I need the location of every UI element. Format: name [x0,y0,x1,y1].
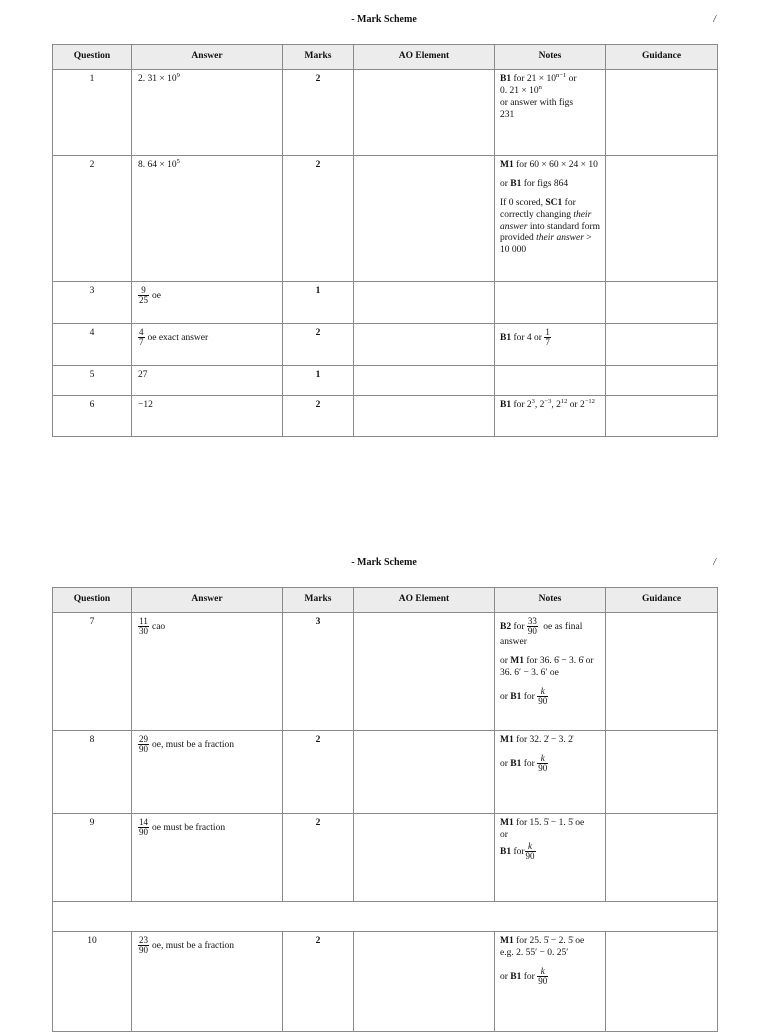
notes-text: for [521,759,538,769]
notes-cell [495,932,606,1032]
fraction-numerator: 11 [139,616,148,626]
fraction-numerator: 29 [139,734,148,744]
table-header-row [53,45,718,70]
ao-element-cell [354,156,495,282]
notes-exponent: n−1 [556,71,567,79]
marks-cell: 1 [283,366,354,396]
fraction-numerator: k [537,754,548,764]
notes-fraction [544,328,551,348]
notes-exponent: 3 [531,397,535,405]
separator-cell [53,902,718,932]
page-title: - Mark Scheme [351,14,417,25]
answer-text: oe, must be a fraction [152,740,235,751]
table-row [53,70,718,156]
marks-cell: 3 [283,613,354,731]
answer-cell [132,932,283,1032]
notes-mark-code: M1 [500,818,514,828]
column-header-notes: Notes [495,45,606,70]
fraction-numerator: 14 [139,817,148,827]
marks-cell: 2 [283,814,354,902]
answer-exponent: 5 [176,157,180,165]
notes-cell [495,396,606,437]
notes-text: for figs 864 [521,178,569,189]
column-header-marks: Marks [283,588,354,613]
notes-mark-code: B1 [510,178,522,189]
marks-cell: 2 [283,396,354,437]
fraction-denominator: 90 [538,976,548,987]
notes-text: their answer [500,209,592,232]
notes-cell [495,814,606,902]
answer-text: oe [152,291,161,302]
notes-text: for [521,971,538,982]
ao-element-cell [354,366,495,396]
notes-text: for [511,622,527,633]
answer-cell [132,282,283,324]
ao-element-cell [354,814,495,902]
column-header-ao-element: AO Element [354,45,495,70]
answer-fraction [138,328,145,348]
page-corner-mark: / [713,557,716,568]
question-number: 3 [53,282,132,324]
answer-fraction [138,936,149,956]
fraction-denominator: 90 [538,695,548,706]
notes-text: for 2 [511,400,532,410]
answer-fraction [138,735,149,755]
ao-element-cell [354,613,495,731]
page-corner-mark: / [713,14,716,25]
notes-mark-code: M1 [500,936,514,946]
notes-cell [495,366,606,396]
guidance-cell [606,613,718,731]
question-number: 2 [53,156,132,282]
notes-exponent: −12 [584,397,595,405]
table-row [53,613,718,731]
column-header-ao-element: AO Element [354,588,495,613]
question-number: 5 [53,366,132,396]
marks-cell: 2 [283,156,354,282]
answer-fraction [138,286,149,306]
notes-text: for 4 or [511,333,545,344]
answer-text: oe, must be a fraction [152,941,235,952]
fraction-numerator: 4 [139,327,144,337]
guidance-cell [606,282,718,324]
guidance-cell [606,396,718,437]
notes-text: into standard form provided [500,221,601,244]
table-row [53,396,718,437]
notes-text: for 36. 6̇ − 3. 6̇ or 36. 6′ − 3. 6′ oe [500,655,594,678]
marks-cell: 2 [283,932,354,1032]
table-row [53,366,718,396]
guidance-cell [606,731,718,814]
notes-text: for 15. 5̇ − 1. 5̇ oe [513,818,585,828]
answer-text: 2. 31 × 10 [138,74,177,84]
notes-mark-code: B2 [500,622,512,633]
mark-scheme-table [52,44,718,437]
marks-cell: 2 [283,70,354,156]
notes-text: or [566,74,577,84]
fraction-denominator: 30 [139,626,148,637]
page-header [0,14,768,28]
notes-text: for 25. 5̇ − 2. 5̇ oe [513,936,585,946]
notes-cell [495,613,606,731]
notes-mark-code: M1 [510,655,525,666]
answer-fraction [138,818,149,838]
question-number: 4 [53,324,132,366]
guidance-cell [606,932,718,1032]
notes-cell [495,282,606,324]
marks-cell: 2 [283,731,354,814]
notes-text: 0. 21 × 10 [500,85,539,96]
guidance-cell [606,324,718,366]
separator-row [53,902,718,932]
notes-mark-code: B1 [500,333,512,344]
fraction-numerator: 9 [138,286,149,296]
column-header-guidance: Guidance [606,588,718,613]
guidance-cell [606,814,718,902]
notes-text: for [521,691,538,702]
answer-cell [132,324,283,366]
answer-cell [132,731,283,814]
column-header-answer: Answer [132,45,283,70]
fraction-denominator: 90 [525,851,535,862]
table-row [53,282,718,324]
page-title: - Mark Scheme [351,557,417,568]
notes-fraction [525,842,536,862]
notes-mark-code: SC1 [545,197,563,208]
notes-cell [495,70,606,156]
column-header-question: Question [53,588,132,613]
table-row [53,324,718,366]
notes-fraction [527,617,538,637]
guidance-cell [606,156,718,282]
question-number: 10 [53,932,132,1032]
column-header-guidance: Guidance [606,45,718,70]
notes-text: If 0 scored, [500,197,546,208]
fraction-numerator: 23 [139,935,148,945]
answer-text: oe must be fraction [152,823,226,834]
notes-text: for 21 × 10 [511,74,557,84]
answer-text: oe exact answer [147,333,209,344]
table-row [53,731,718,814]
notes-text: e.g. 2. 55′ − 0. 25′ [500,947,569,958]
notes-cell [495,156,606,282]
notes-text: for [511,846,525,857]
ao-element-cell [354,932,495,1032]
guidance-cell [606,70,718,156]
fraction-numerator: k [525,842,536,852]
notes-text: or answer with figs [500,97,574,108]
ao-element-cell [354,396,495,437]
column-header-notes: Notes [495,588,606,613]
notes-text: > 10 000 [500,233,592,256]
notes-exponent: n [538,83,542,91]
answer-cell [132,613,283,731]
notes-text: or [500,178,511,189]
notes-mark-code: B1 [510,759,522,769]
answer-cell [132,814,283,902]
notes-text: for 32. 2̇ − 3. 2̇ [513,735,573,745]
fraction-denominator: 90 [139,827,148,838]
answer-cell: 27 [132,366,283,396]
notes-text: or [500,655,511,666]
notes-text: their answer [536,233,584,244]
fraction-denominator: 90 [139,744,148,755]
notes-mark-code: B1 [500,846,512,857]
notes-fraction [537,687,548,707]
notes-text: for 60 × 60 × 24 × 10 [513,160,598,170]
fraction-denominator: 90 [527,626,537,637]
fraction-denominator: 90 [538,763,548,774]
notes-cell [495,731,606,814]
answer-text: 8. 64 × 10 [138,160,177,170]
column-header-answer: Answer [132,588,283,613]
question-number: 1 [53,70,132,156]
notes-mark-code: B1 [500,74,512,84]
notes-mark-code: M1 [500,735,514,745]
question-number: 8 [53,731,132,814]
ao-element-cell [354,70,495,156]
answer-cell [132,156,283,282]
column-header-question: Question [53,45,132,70]
question-number: 7 [53,613,132,731]
notes-fraction [537,967,548,987]
notes-mark-code: B1 [500,400,512,410]
table-header-row [53,588,718,613]
question-number: 6 [53,396,132,437]
notes-text: or [500,759,511,769]
notes-text: , 2 [551,400,561,410]
marks-cell: 2 [283,324,354,366]
notes-mark-code: B1 [510,691,522,702]
answer-fraction [138,617,149,637]
notes-text: , 2 [534,400,545,410]
notes-cell [495,324,606,366]
fraction-denominator: 25 [139,295,148,306]
marks-cell: 1 [283,282,354,324]
notes-text: 231 [500,109,515,120]
question-number: 9 [53,814,132,902]
notes-text: oe as final answer [500,622,583,647]
table-row [53,156,718,282]
ao-element-cell [354,324,495,366]
notes-mark-code: B1 [510,971,522,982]
notes-fraction [537,754,548,774]
notes-exponent: −3 [544,397,552,405]
fraction-denominator: 7 [139,337,144,348]
notes-exponent: 12 [560,397,568,405]
notes-text: or [500,971,511,982]
answer-cell: −12 [132,396,283,437]
fraction-numerator: k [537,687,548,697]
page-header [0,557,768,571]
ao-element-cell [354,731,495,814]
answer-cell [132,70,283,156]
notes-mark-code: M1 [500,160,514,170]
column-header-marks: Marks [283,45,354,70]
notes-text: or 2 [567,400,585,410]
table-row [53,814,718,902]
guidance-cell [606,366,718,396]
mark-scheme-table [52,587,718,1032]
fraction-numerator: k [537,967,548,977]
notes-text: or [500,829,508,840]
table-row [53,932,718,1032]
notes-text: or [500,691,511,702]
fraction-denominator: 90 [139,945,148,956]
ao-element-cell [354,282,495,324]
fraction-numerator: 33 [527,616,537,626]
answer-exponent: 9 [176,71,180,79]
fraction-numerator: 1 [545,327,550,337]
answer-text: cao [152,622,166,633]
fraction-denominator: 7 [545,337,550,348]
notes-text: for correctly changing [500,197,576,220]
